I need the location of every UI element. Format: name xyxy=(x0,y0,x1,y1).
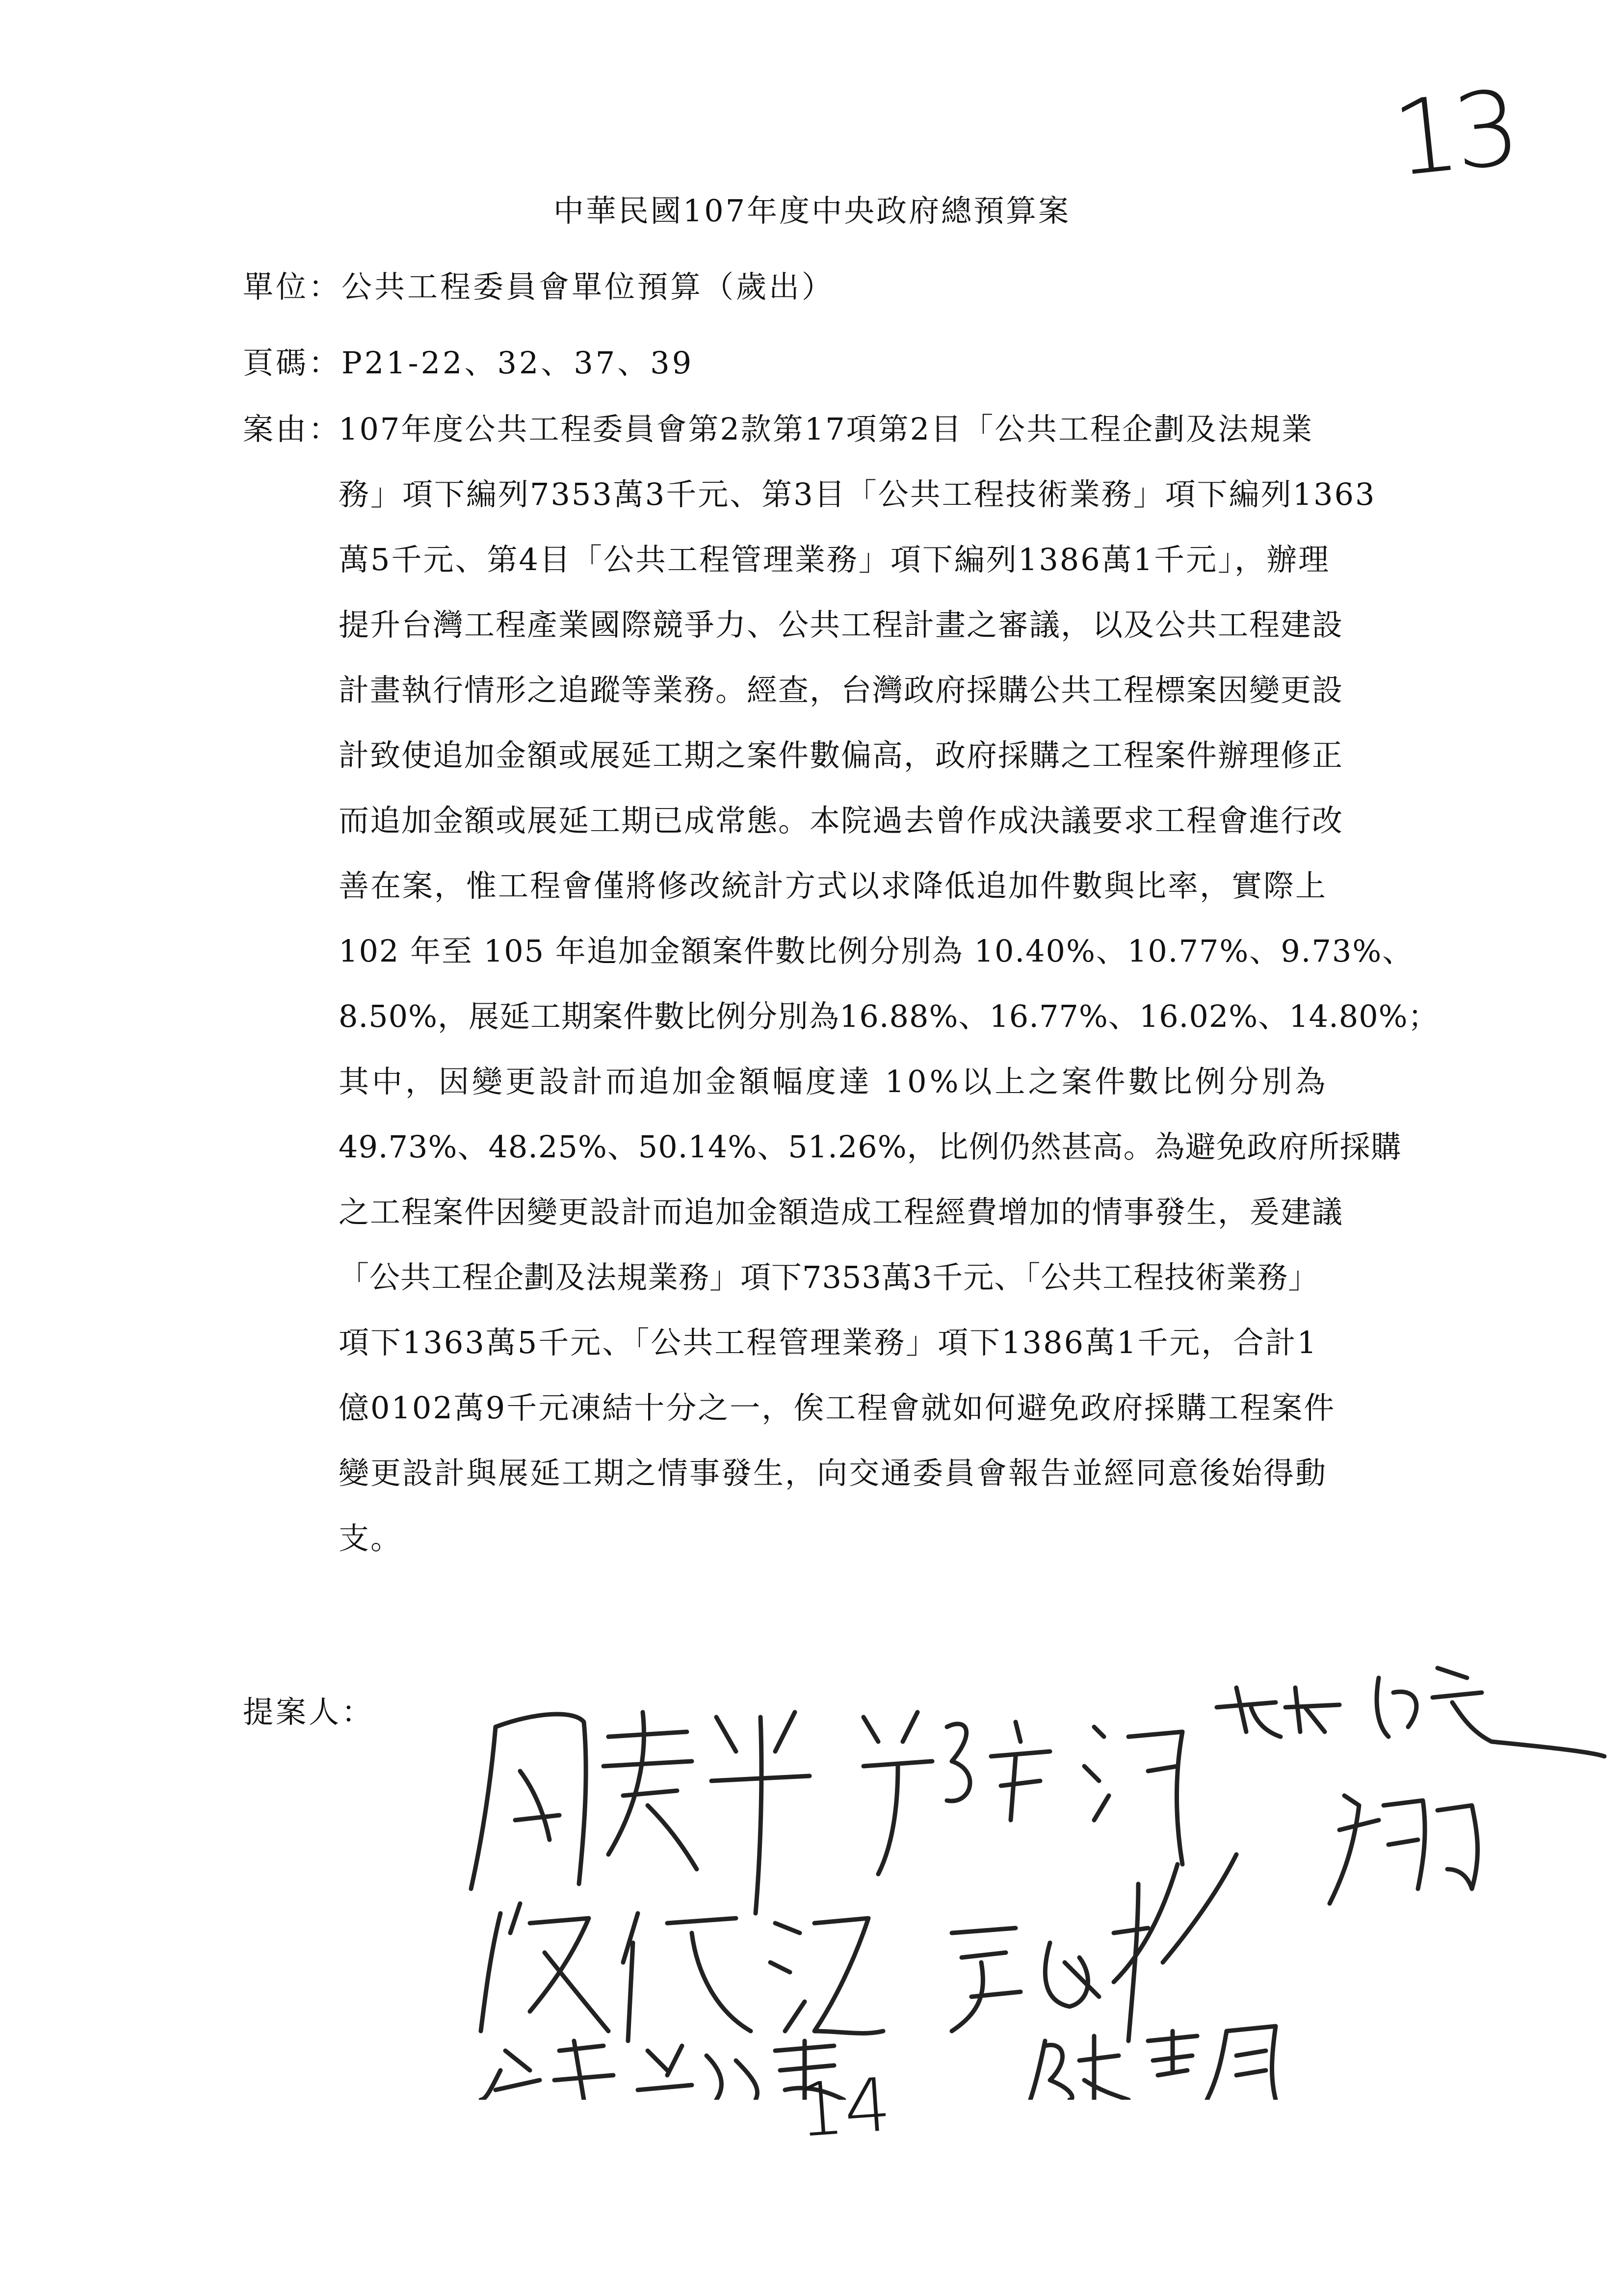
case-line: 務」項下編列7353萬3千元、第3目「公共工程技術業務」項下編列1363 xyxy=(339,476,1376,512)
case-line: 49.73%、48.25%、50.14%、51.26%，比例仍然甚高。為避免政府所採購 xyxy=(339,1129,1402,1165)
signature-4 xyxy=(1330,1796,1478,1904)
pages-label: 頁碼： xyxy=(243,345,342,381)
case-line: 而追加金額或展延工期已成常態。本院過去曾作成決議要求工程會進行改 xyxy=(339,803,1344,838)
handwritten-footer-number: 14 xyxy=(794,2062,894,2154)
case-line: 「公共工程企劃及法規業務」項下7353萬3千元、「公共工程技術業務」 xyxy=(339,1259,1319,1295)
signature-5 xyxy=(481,1904,883,2041)
case-line: 支。 xyxy=(339,1520,403,1556)
signature-6 xyxy=(952,1854,1236,2041)
case-line: 102 年至 105 年追加金額案件數比例分別為 10.40%、10.77%、9.73%、 xyxy=(339,933,1414,969)
signature-3 xyxy=(1217,1668,1604,1756)
signature-block xyxy=(461,1658,1614,2100)
case-line: 8.50%，展延工期案件數比例分別為16.88%、16.77%、16.02%、14.80%； xyxy=(339,998,1439,1034)
case-line: 其中，因變更設計而追加金額幅度達 10%以上之案件數比例分別為 xyxy=(339,1064,1329,1099)
signatures-drawing xyxy=(461,1658,1614,2100)
handwritten-page-number: 13 xyxy=(1387,67,1521,200)
unit-row xyxy=(243,262,835,306)
case-line: 變更設計與展延工期之情事發生，向交通委員會報告並經同意後始得動 xyxy=(339,1455,1328,1491)
pages-row xyxy=(243,339,694,382)
case-line: 善在案，惟工程會僅將修改統計方式以求降低追加件數與比率，實際上 xyxy=(339,868,1328,904)
unit-label: 單位： xyxy=(243,269,342,305)
case-line: 萬5千元、第4目「公共工程管理業務」項下編列1386萬1千元」，辦理 xyxy=(339,542,1331,577)
proposer-label: 提案人： xyxy=(243,1694,375,1730)
signature-2 xyxy=(864,1712,1182,1874)
case-line: 計致使追加金額或展延工期之案件數偏高，政府採購之工程案件辦理修正 xyxy=(339,737,1344,773)
document-title: 中華民國107年度中央政府總預算案 xyxy=(553,193,1071,229)
case-line: 之工程案件因變更設計而追加金額造成工程經費增加的情事發生，爰建議 xyxy=(339,1194,1344,1230)
unit-value: 公共工程委員會單位預算（歲出） xyxy=(341,269,835,305)
pages-value: P21-22、32、37、39 xyxy=(341,345,694,381)
signature-1 xyxy=(471,1712,810,1913)
case-line: 107年度公共工程委員會第2款第17項第2目「公共工程企劃及法規業 xyxy=(339,411,1314,447)
signature-8 xyxy=(1030,2026,1276,2100)
case-label: 案由： xyxy=(243,411,342,447)
case-line: 項下1363萬5千元、「公共工程管理業務」項下1386萬1千元，合計1 xyxy=(339,1325,1318,1360)
signature-name xyxy=(1614,1658,1615,1660)
case-line: 計畫執行情形之追蹤等業務。經查，台灣政府採購公共工程標案因變更設 xyxy=(339,672,1344,708)
case-line: 億0102萬9千元凍結十分之一，俟工程會就如何避免政府採購工程案件 xyxy=(339,1390,1336,1426)
signature-7 xyxy=(481,2041,844,2100)
case-line: 提升台灣工程產業國際競爭力、公共工程計畫之審議，以及公共工程建設 xyxy=(339,607,1344,643)
